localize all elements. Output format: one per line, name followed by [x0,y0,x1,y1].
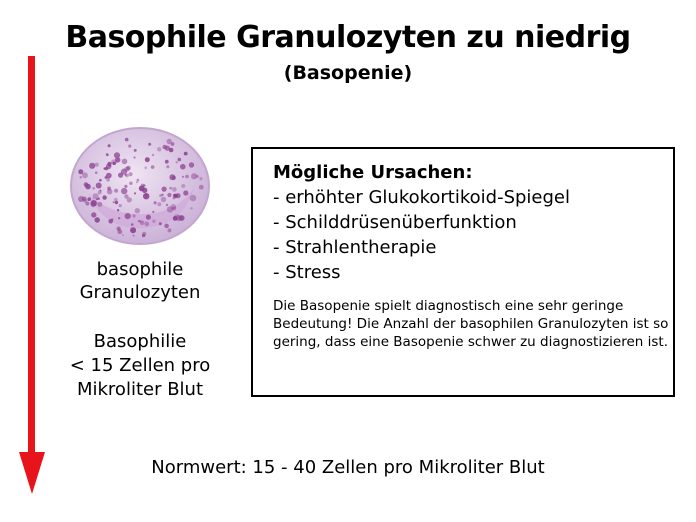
basophilie-line: < 15 Zellen pro [69,355,211,376]
page-title: Basophile Granulozyten zu niedrig [65,20,631,55]
granule [161,194,163,196]
granule [93,193,99,199]
cell-label [40,258,240,304]
granule [95,171,98,174]
causes-heading: Mögliche Ursachen: [273,162,473,183]
granule [115,201,118,204]
granule [165,146,170,151]
granule [124,185,127,188]
granule [137,179,140,182]
granule [96,198,98,200]
cell-label-line: Granulozyten [79,282,201,303]
granule [167,193,171,197]
granule [152,154,154,156]
granule [185,175,189,179]
diagnostic-note: Die Basopenie spielt diagnostisch eine sehr geringe Bedeutung! Die Anzahl der basophilen Granulozyten ist so gering, dass eine Basopenie schwer zu diagnostizieren ist. [273,298,669,350]
granule [129,182,132,185]
granule [171,142,175,146]
granule [84,182,89,187]
granule [104,167,106,169]
granule [180,164,186,170]
granule [107,189,113,195]
granule [129,172,133,176]
granule [164,224,169,229]
granule [82,172,88,178]
granule [172,187,177,192]
granule [159,222,162,225]
granule [127,197,132,202]
granule [199,185,204,190]
granule [152,220,155,223]
granule [117,227,121,231]
granule [87,197,91,201]
granule [83,199,87,203]
granule [98,191,102,195]
granule [161,197,167,203]
granule [134,192,136,194]
granule [121,188,127,194]
granule [190,195,197,202]
granule [133,235,135,237]
granule [151,165,155,169]
granule [114,189,118,193]
granule [145,193,147,195]
granule [166,204,168,206]
granule [146,215,151,220]
granule [89,163,95,169]
granule [169,174,175,180]
granule [199,177,202,180]
granule [78,196,84,202]
granule [145,157,150,162]
granule [102,195,106,199]
granule [190,207,192,209]
granule [113,201,115,203]
granule [154,201,157,204]
granule [142,234,145,237]
granule [139,220,141,222]
granule [173,194,177,198]
granule [106,173,112,179]
granule [122,159,128,165]
granule [121,169,127,175]
cause-item: - Schilddrüsenüberfunktion [273,212,517,233]
granule [99,179,102,182]
granule [196,175,199,178]
granule [181,184,185,188]
granule [171,204,176,209]
cell-label-line: basophile [96,259,184,280]
granule [125,213,131,219]
granule [90,202,96,208]
causes-box [251,147,675,397]
normal-value: Normwert: 15 - 40 Zellen pro Mikroliter Blut [151,457,545,478]
granule [148,143,151,146]
granule [92,187,95,190]
granule [134,149,137,152]
granule [97,202,102,207]
granule [166,165,169,168]
granule [183,190,188,195]
granule [118,217,120,219]
granule [169,187,172,190]
basophilie-info [40,330,240,402]
granule [162,187,167,192]
granule [91,212,96,217]
granule [168,228,172,232]
granule [96,183,102,189]
granule [108,219,113,224]
granule [80,176,82,178]
cause-item: - Strahlentherapie [273,237,437,258]
granule [142,188,147,193]
granule [78,169,83,174]
granule [179,215,185,221]
granule [165,160,169,164]
granule [144,222,149,227]
granule [144,166,147,169]
granule [189,162,194,167]
granule [122,234,124,236]
page-subtitle: (Basopenie) [283,62,413,84]
cause-item: - Stress [273,262,341,283]
granule [95,217,100,222]
granule [152,211,154,213]
granule [125,138,129,142]
granule [106,178,110,182]
granule [108,144,111,147]
granule [132,214,135,217]
granule [184,152,188,156]
granule [136,181,138,183]
granule [128,145,131,148]
basophilie-line: Mikroliter Blut [76,379,204,400]
granule [176,161,178,163]
granule [133,156,135,158]
granule [182,176,184,178]
basophil-cell-icon [66,124,214,248]
granule [111,159,117,165]
granule [117,209,119,211]
basophilie-line: Basophilie [93,331,187,352]
granule [143,184,145,186]
granule [178,158,182,162]
granule [130,227,136,233]
granule [131,223,134,226]
cause-item: - erhöhter Glukokortikoid-Spiegel [273,187,571,208]
granule [157,147,161,151]
granule [173,216,178,221]
granule [135,208,140,213]
granule [95,163,99,167]
granule [119,204,122,207]
granule [157,202,161,206]
granule [106,153,109,156]
granule [107,162,111,166]
